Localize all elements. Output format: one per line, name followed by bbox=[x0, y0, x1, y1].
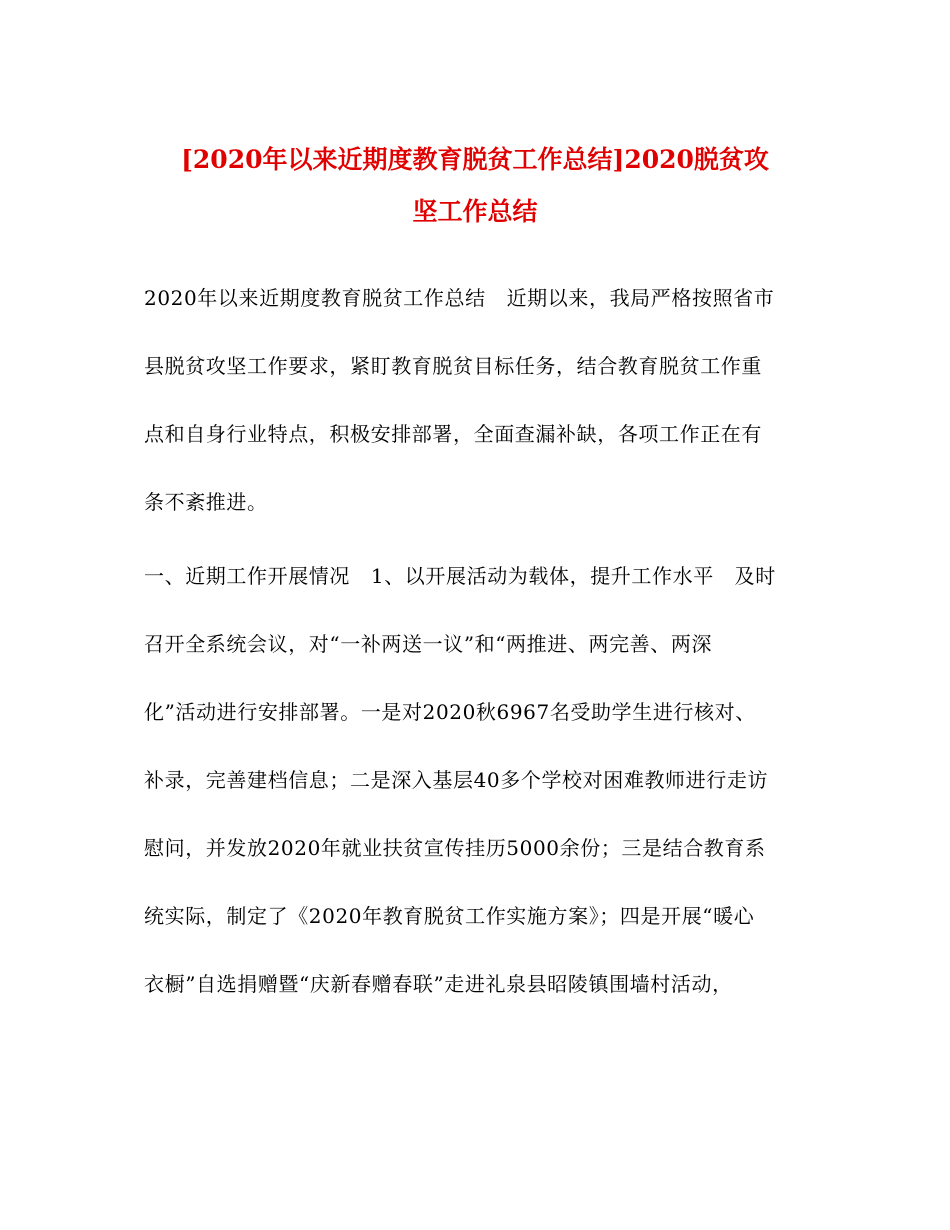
body-line-8: 补录，完善建档信息；二是深入基层40多个学校对困难教师进行走访 bbox=[144, 768, 769, 792]
body-line-3: 点和自身行业特点，积极安排部署，全面查漏补缺，各项工作正在有 bbox=[144, 422, 762, 446]
body-line-10: 统实际，制定了《2020年教育脱贫工作实施方案》；四是开展“暖心 bbox=[144, 904, 755, 928]
body-line-4: 条不紊推进。 bbox=[144, 490, 268, 514]
body-line-11: 衣橱”自选捐赠暨“庆新春赠春联”走进礼泉县昭陵镇围墙村活动， bbox=[144, 972, 733, 996]
body-line-2: 县脱贫攻坚工作要求，紧盯教育脱贫目标任务，结合教育脱贫工作重 bbox=[144, 354, 762, 378]
body-line-6: 召开全系统会议，对“一补两送一议”和“两推进、两完善、两深 bbox=[144, 632, 713, 656]
body-line-9: 慰问，并发放2020年就业扶贫宣传挂历5000余份；三是结合教育系 bbox=[144, 836, 766, 860]
body-line-1: 2020年以来近期度教育脱贫工作总结 近期以来，我局严格按照省市 bbox=[144, 286, 775, 310]
document-title-line-1: [2020年以来近期度教育脱贫工作总结]2020脱贫攻 bbox=[181, 145, 769, 174]
document-title-line-2: 坚工作总结 bbox=[412, 197, 538, 226]
body-line-7: 化”活动进行安排部署。一是对2020秋6967名受助学生进行核对、 bbox=[144, 700, 756, 724]
body-line-5: 一、近期工作开展情况 1、以开展活动为载体，提升工作水平 及时 bbox=[144, 564, 776, 588]
